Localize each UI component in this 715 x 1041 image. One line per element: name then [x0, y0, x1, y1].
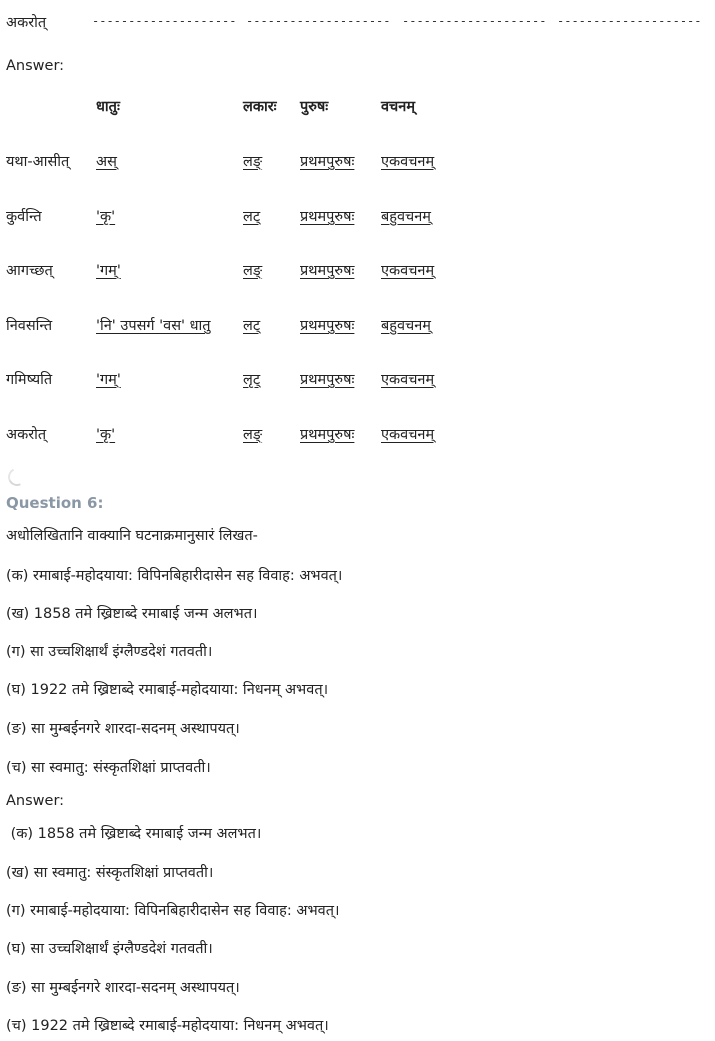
blank-dhatu: -------------------- — [92, 14, 237, 28]
row-dhatu: 'कृ' — [96, 427, 116, 443]
row-dhatu: 'गम्' — [96, 263, 121, 279]
exercise-word: अकरोत् — [6, 15, 47, 31]
row-lakara: लङ् — [243, 263, 263, 279]
row-vachanam: एकवचनम् — [381, 263, 435, 279]
row-purusha: प्रथमपुरुषः — [300, 263, 355, 279]
row-purusha: प्रथमपुरुषः — [300, 427, 355, 443]
blank-purusha: -------------------- — [402, 14, 547, 28]
question-sentence: (ङ) सा मुम्बईनगरे शारदा-सदनम् अस्थापयत्। — [6, 721, 240, 737]
header-vachanam: वचनम् — [381, 99, 415, 115]
question-sentence: (क) रमाबाई-महोदयाया: विपिनबिहारीदासेन सह विवाह: अभवत्। — [6, 568, 343, 584]
blank-lakara: -------------------- — [246, 14, 391, 28]
row-purusha: प्रथमपुरुषः — [300, 372, 355, 388]
row-lakara: लट् — [243, 209, 261, 225]
row-word: गमिष्यति — [6, 372, 53, 388]
row-vachanam: एकवचनम् — [381, 372, 435, 388]
row-word: अकरोत् — [6, 427, 47, 443]
row-dhatu: 'नि' उपसर्ग 'वस' धातु — [96, 318, 211, 334]
question-sentence: (घ) 1922 तमे ख्रिष्टाब्दे रमाबाई-महोदयाया: निधनम् अभवत्। — [6, 682, 329, 698]
row-purusha: प्रथमपुरुषः — [300, 209, 355, 225]
row-vachanam: बहुवचनम् — [381, 209, 431, 225]
question-sentence: (च) सा स्वमातु: संस्कृतशिक्षां प्राप्तवती। — [6, 760, 211, 776]
row-purusha: प्रथमपुरुषः — [300, 154, 355, 170]
answer-sentence: (घ) सा उच्चशिक्षार्थं इंग्लैण्डदेशं गतवती। — [6, 941, 213, 957]
table-row — [0, 260, 715, 284]
row-dhatu: 'गम्' — [96, 372, 121, 388]
row-lakara: लट् — [243, 318, 261, 334]
blank-vachanam: -------------------- — [557, 14, 702, 28]
row-vachanam: बहुवचनम् — [381, 318, 431, 334]
answer-label: Answer: — [6, 58, 65, 74]
loading-spinner-icon — [5, 465, 28, 488]
table-row — [0, 315, 715, 339]
answer-sentence: (च) 1922 तमे ख्रिष्टाब्दे रमाबाई-महोदयाया: निधनम् अभवत्। — [6, 1018, 329, 1034]
row-vachanam: एकवचनम् — [381, 427, 435, 443]
row-lakara: लृट् — [243, 372, 261, 388]
row-vachanam: एकवचनम् — [381, 154, 435, 170]
table-row — [0, 151, 715, 175]
question-sentence: (ग) सा उच्चशिक्षार्थं इंग्लैण्डदेशं गतवती। — [6, 644, 213, 660]
row-word: आगच्छत् — [6, 263, 53, 279]
answer-sentence: (ग) रमाबाई-महोदयाया: विपिनबिहारीदासेन सह विवाह: अभवत्। — [6, 903, 340, 919]
header-dhatu: धातुः — [96, 99, 120, 115]
exercise-row-akarot — [6, 12, 706, 36]
row-word: यथा-आसीत् — [6, 154, 70, 170]
row-word: कुर्वन्ति — [6, 209, 42, 225]
question-prompt: अधोलिखितानि वाक्यानि घटनाक्रमानुसारं लिखत- — [6, 528, 258, 544]
question-title: Question 6: — [6, 494, 104, 512]
header-lakara: लकारः — [243, 99, 277, 115]
row-dhatu: 'कृ' — [96, 209, 116, 225]
row-word: निवसन्ति — [6, 318, 53, 334]
header-purusha: पुरुषः — [300, 99, 329, 115]
table-row — [0, 206, 715, 230]
table-row — [0, 424, 715, 448]
table-header-row — [0, 96, 715, 120]
table-row — [0, 369, 715, 393]
row-dhatu: अस् — [96, 154, 117, 170]
answer-sentence: (क) 1858 तमे ख्रिष्टाब्दे रमाबाई जन्म अलभत। — [6, 826, 262, 842]
row-purusha: प्रथमपुरुषः — [300, 318, 355, 334]
row-lakara: लङ् — [243, 154, 263, 170]
answer-sentence: (ख) सा स्वमातु: संस्कृतशिक्षां प्राप्तवती। — [6, 865, 214, 881]
question-sentence: (ख) 1858 तमे ख्रिष्टाब्दे रमाबाई जन्म अलभत। — [6, 606, 258, 622]
row-lakara: लङ् — [243, 427, 263, 443]
answer-sentence: (ङ) सा मुम्बईनगरे शारदा-सदनम् अस्थापयत्। — [6, 980, 240, 996]
answer-label: Answer: — [6, 793, 65, 809]
